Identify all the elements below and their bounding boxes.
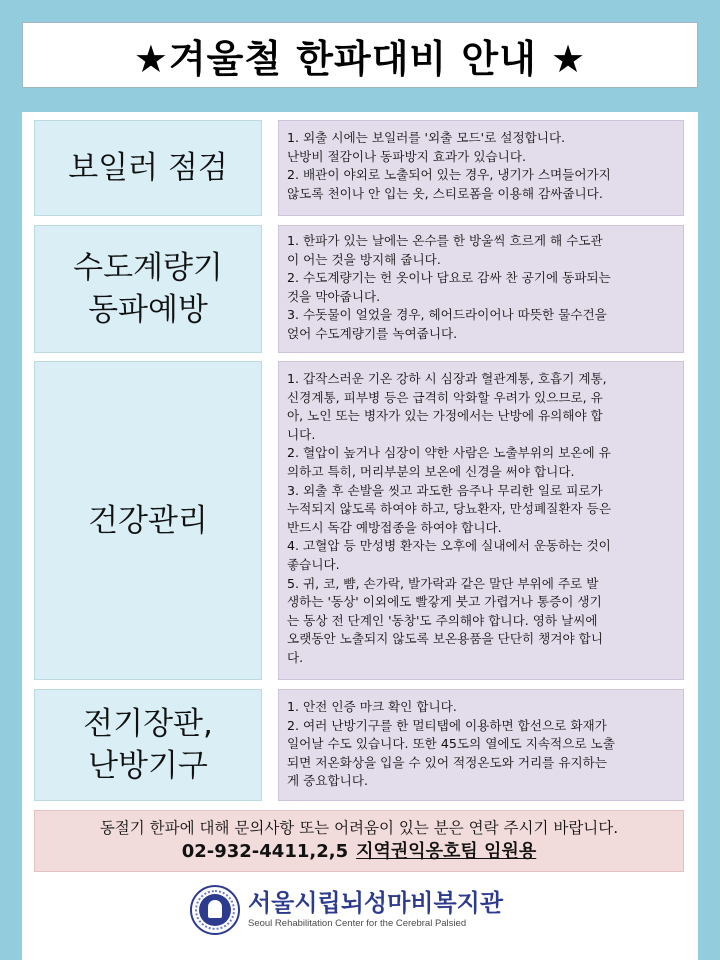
frame-left-band — [0, 112, 22, 960]
body-line: 1. 갑작스러운 기온 강하 시 심장과 혈관계통, 호흡기 계통, — [287, 371, 607, 386]
body-line: 는 동상 전 단계인 '동창'도 주의해야 합니다. 영하 날씨에 — [287, 612, 598, 628]
section-label-line: 건강관리 — [88, 502, 208, 539]
body-line: 난방비 절감이나 동파방지 효과가 있습니다. — [287, 148, 526, 164]
section-body — [278, 225, 684, 353]
body-line: 좋습니다. — [287, 556, 340, 572]
organization-english-name: Seoul Rehabilitation Center for the Cerebral Palsied — [248, 918, 467, 929]
section-boiler — [34, 120, 684, 216]
frame-right-band — [698, 112, 720, 960]
body-line: 다. — [287, 649, 304, 665]
section-label-line: 보일러 점검 — [68, 150, 228, 186]
body-line: 생하는 '동상' 이외에도 빨갛게 붓고 가렵거나 통증이 생기 — [287, 594, 602, 610]
body-line: 반드시 독감 예방접종을 하여야 합니다. — [287, 519, 502, 535]
body-line: 것을 막아줍니다. — [287, 288, 381, 304]
section-label — [34, 120, 262, 216]
body-line: 되면 저온화상을 입을 수 있어 적정온도와 거리를 유지하는 — [287, 754, 607, 770]
section-body — [278, 120, 684, 216]
body-line: 2. 배관이 야외로 노출되어 있는 경우, 냉기가 스며들어가지 — [287, 167, 611, 183]
contact-question: 동절기 한파에 대해 문의사항 또는 어려움이 있는 분은 연락 주시기 바랍니다. — [99, 819, 619, 837]
body-line: 1. 한파가 있는 날에는 온수를 한 방울씩 흐르게 해 수도관 — [287, 233, 603, 248]
organization-name: 서울시립뇌성마비복지관 — [248, 889, 504, 917]
section-heating-devices — [34, 689, 684, 801]
body-line: 않도록 천이나 안 입는 옷, 스티로폼을 이용해 감싸줍니다. — [287, 185, 603, 201]
body-line: 1. 안전 인증 마크 확인 합니다. — [287, 699, 457, 714]
contact-phone: 02-932-4411,2,5 — [181, 841, 349, 862]
body-line: 이 어는 것을 방지해 줍니다. — [287, 251, 441, 267]
section-label — [34, 689, 262, 801]
body-line: 신경계통, 피부병 등은 급격히 악화할 우려가 있으므로, 유 — [287, 389, 603, 405]
body-line: 누적되지 않도록 하여야 하고, 당뇨환자, 만성폐질환자 등은 — [287, 501, 611, 517]
contact-box — [34, 810, 684, 872]
body-line: 3. 외출 후 손발을 씻고 과도한 음주나 무리한 일로 피로가 — [287, 482, 603, 498]
section-body — [278, 689, 684, 801]
body-line: 3. 수돗물이 얼었을 경우, 헤어드라이어나 따뜻한 물수건을 — [287, 307, 607, 323]
body-line: 일어날 수도 있습니다. 또한 45도의 열에도 지속적으로 노출 — [287, 736, 615, 752]
section-label — [34, 225, 262, 353]
body-line: 2. 여러 난방기구를 한 멀티탭에 이용하면 합선으로 화재가 — [287, 717, 607, 733]
section-body — [278, 361, 684, 680]
body-line: 니다. — [287, 426, 316, 442]
body-line: 의하고 특히, 머리부분의 보온에 신경을 써야 합니다. — [287, 463, 575, 479]
body-line: 게 중요합니다. — [287, 773, 368, 789]
section-label-line: 전기장판, — [83, 706, 213, 742]
section-label-line: 난방기구 — [88, 748, 208, 784]
contact-department: 지역권익옹호팀 임원용 — [356, 841, 537, 862]
body-line: 아, 노인 또는 병자가 있는 가정에서는 난방에 유의해야 합 — [287, 408, 603, 424]
seal-icon — [190, 885, 240, 935]
body-line: 얹어 수도계량기를 녹여줍니다. — [287, 325, 458, 341]
body-line: 1. 외출 시에는 보일러를 '외출 모드'로 설정합니다. — [287, 130, 566, 145]
section-health — [34, 361, 684, 680]
body-line: 2. 혈압이 높거나 심장이 약한 사람은 노출부위의 보온에 유 — [287, 445, 611, 461]
body-line: 오랫동안 노출되지 않도록 보온용품을 단단히 챙겨야 합니 — [287, 631, 603, 647]
title-banner — [22, 22, 698, 88]
seal-center — [199, 894, 231, 926]
section-label — [34, 361, 262, 680]
contact-line — [35, 839, 683, 865]
section-water-meter — [34, 225, 684, 353]
body-line: 5. 귀, 코, 뺨, 손가락, 발가락과 같은 말단 부위에 주로 발 — [287, 575, 599, 591]
body-line: 2. 수도계량기는 헌 옷이나 담요로 감싸 찬 공기에 동파되는 — [287, 270, 611, 286]
organization-logo — [190, 880, 530, 940]
section-label-line: 동파예방 — [88, 292, 208, 328]
section-label-line: 수도계량기 — [73, 250, 223, 286]
page-title: ★겨울철 한파대비 안내 ★ — [133, 36, 587, 81]
body-line: 4. 고혈압 등 만성병 환자는 오후에 실내에서 운동하는 것이 — [287, 538, 611, 554]
logo-texts — [248, 889, 503, 931]
